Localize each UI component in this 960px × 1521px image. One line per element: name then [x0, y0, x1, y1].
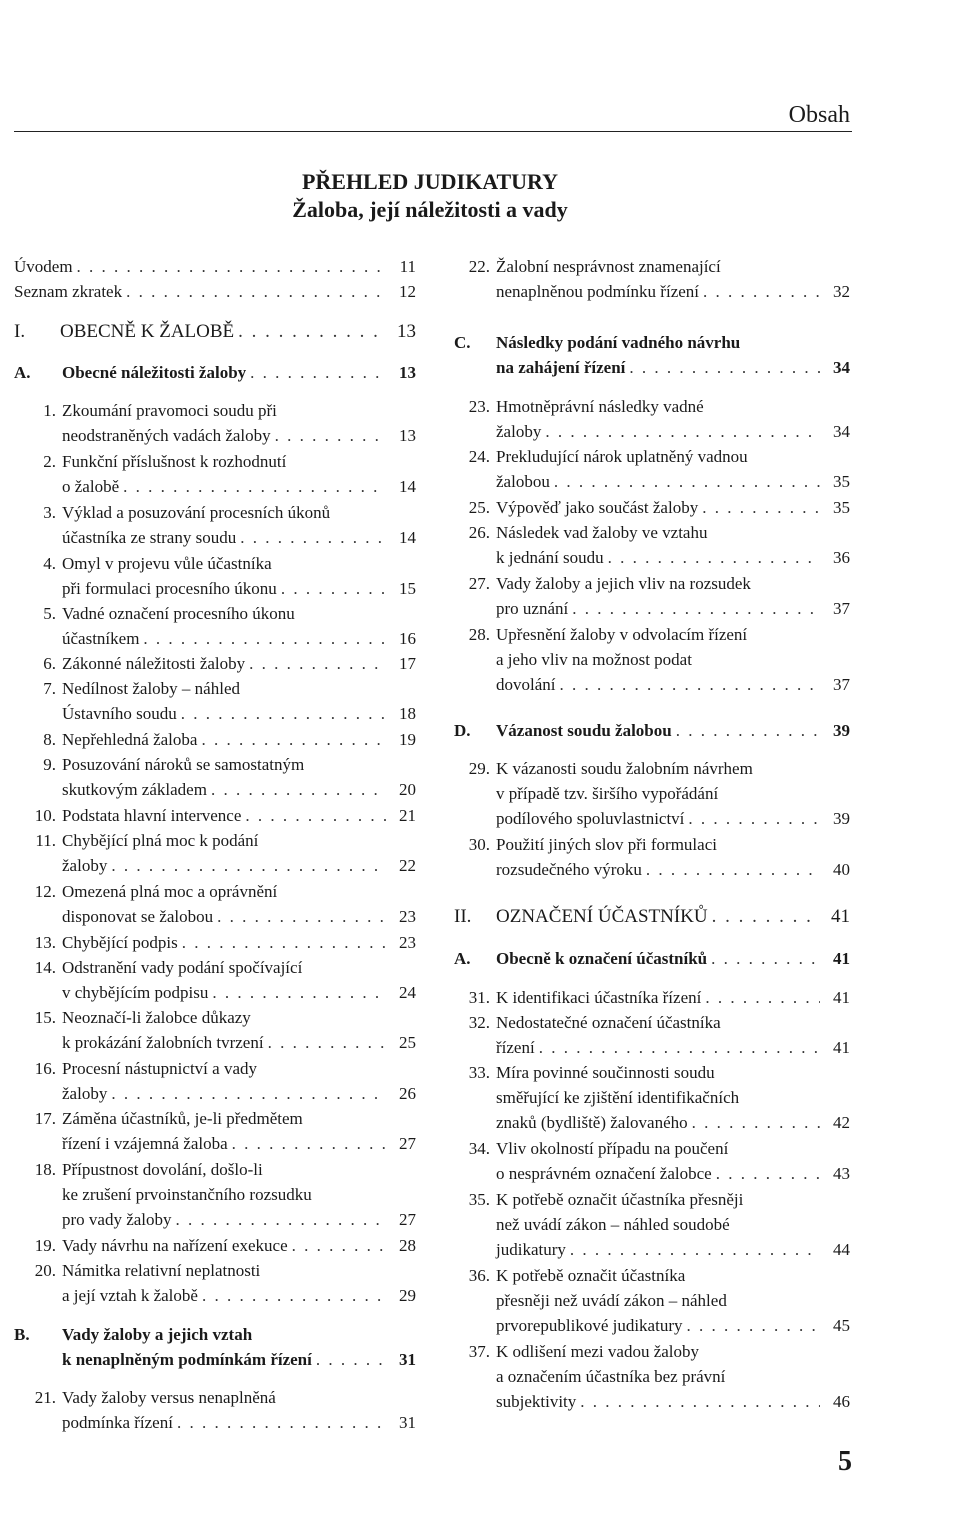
toc-entry-text: Funkční příslušnost k rozhodnutí: [62, 452, 287, 471]
toc-entry-text: žalobou: [496, 472, 550, 491]
toc-page-number: 20: [399, 780, 416, 799]
toc-page-number: 39: [833, 721, 850, 740]
toc-entry-number: 27.: [468, 574, 490, 593]
toc-entry-text: judikatury: [496, 1240, 566, 1259]
toc-entry-number: 11.: [35, 831, 56, 850]
toc-entry-text: než uvádí zákon – náhled soudobé: [496, 1215, 730, 1234]
toc-entry-number: 30.: [468, 835, 490, 854]
toc-page-number: 29: [399, 1286, 416, 1305]
toc-entry-text: pro uznání: [496, 599, 569, 618]
toc-page-number: 41: [831, 906, 850, 927]
dot-leader: [712, 904, 820, 929]
dot-leader: [238, 319, 386, 344]
toc-entry: [454, 571, 850, 621]
toc-entry-text: Chybějící podpis: [62, 933, 178, 952]
toc-entry: [14, 828, 416, 878]
toc-entry: [14, 551, 416, 601]
toc-entry-text: Zkoumání pravomoci soudu při: [62, 401, 277, 420]
toc-entry: [14, 1233, 416, 1258]
toc-entry-text: subjektivity: [496, 1392, 577, 1411]
toc-page-number: 23: [399, 933, 416, 952]
toc-entry-text: řízení i vzájemná žaloba: [62, 1134, 228, 1153]
toc-page-number: 41: [833, 1038, 850, 1057]
toc-page-number: 35: [833, 472, 850, 491]
dot-leader: [201, 727, 386, 752]
toc-page-number: 27: [399, 1134, 416, 1153]
toc-page-number: 23: [399, 907, 416, 926]
dot-leader: [580, 1389, 820, 1414]
toc-entry: [14, 500, 416, 550]
toc-entry-number: 2.: [43, 452, 56, 471]
dot-leader: [232, 1131, 386, 1156]
dot-leader: [570, 1237, 820, 1262]
toc-page-number: 41: [833, 988, 850, 1007]
toc-entry: [454, 832, 850, 882]
toc-page-number: 19: [399, 730, 416, 749]
toc-entry-text: pro vady žaloby: [62, 1210, 172, 1229]
dot-leader: [177, 1410, 386, 1435]
page-number: 5: [838, 1446, 852, 1477]
toc-entry-number: 3.: [43, 503, 56, 522]
toc-entry-text: řízení: [496, 1038, 535, 1057]
toc-entry-text: Omezená plná moc a oprávnění: [62, 882, 278, 901]
dot-leader: [182, 930, 386, 955]
toc-entry-text: Následky podání vadného návrhu: [496, 333, 741, 352]
toc-entry-text: Úvodem: [14, 257, 73, 276]
toc-entry-text: žaloby: [62, 1084, 108, 1103]
toc-page-number: 40: [833, 860, 850, 879]
toc-page-number: 16: [399, 629, 416, 648]
toc-entry-text: Zákonné náležitosti žaloby: [62, 654, 246, 673]
toc-page-number: 32: [833, 282, 850, 301]
toc-entry: [14, 1258, 416, 1308]
running-header: Obsah: [788, 102, 850, 128]
toc-entry-number: 16.: [34, 1059, 56, 1078]
toc-page-number: 34: [833, 358, 850, 377]
toc-entry-text: Následek vad žaloby ve vztahu: [496, 523, 708, 542]
toc-page-number: 27: [399, 1210, 416, 1229]
toc-entry-number: A.: [14, 363, 31, 382]
toc-entry-text: Vady návrhu na nařízení exekuce: [62, 1236, 288, 1255]
dot-leader: [692, 1110, 820, 1135]
toc-entry: [454, 1136, 850, 1186]
toc-entry-number: 14.: [34, 958, 56, 977]
toc-entry-number: 21.: [34, 1388, 56, 1407]
toc-entry: [454, 946, 850, 971]
toc-entry-text: Žalobní nesprávnost znamenající: [496, 257, 721, 276]
dot-leader: [554, 469, 820, 494]
toc-entry-number: 4.: [43, 554, 56, 573]
dot-leader: [123, 474, 386, 499]
toc-entry-text: Nepřehledná žaloba: [62, 730, 198, 749]
dot-leader: [181, 701, 386, 726]
toc-entry-text: Prekludující nárok uplatněný vadnou: [496, 447, 748, 466]
toc-page-number: 13: [399, 363, 416, 382]
toc-entry-text: žaloby: [496, 422, 542, 441]
toc-entry-number: 23.: [468, 397, 490, 416]
toc-entry-text: Odstranění vady podání spočívající: [62, 958, 303, 977]
toc-entry-number: I.: [14, 321, 26, 342]
dot-leader: [646, 857, 820, 882]
toc-entry: [454, 718, 850, 743]
toc-entry-text: Vady žaloby a jejich vztah: [62, 1325, 253, 1344]
toc-entry-text: ke zrušení prvoinstančního rozsudku: [62, 1185, 312, 1204]
toc-entry-text: a jeho vliv na možnost podat: [496, 650, 692, 669]
toc-entry: [14, 601, 416, 651]
toc-entry: [454, 394, 850, 444]
toc-entry-number: 15.: [34, 1008, 56, 1027]
toc-entry-text: Vady žaloby a jejich vliv na rozsudek: [496, 574, 751, 593]
toc-entry-text: OZNAČENÍ ÚČASTNÍKŮ: [496, 906, 708, 927]
toc-entry-number: 5.: [43, 604, 56, 623]
toc-entry: [454, 1187, 850, 1262]
dot-leader: [268, 1030, 386, 1055]
toc-page-number: 37: [833, 599, 850, 618]
dot-leader: [608, 545, 820, 570]
toc-page-number: 22: [399, 856, 416, 875]
toc-entry: [14, 1157, 416, 1232]
toc-entry-text: Vliv okolností případu na poučení: [496, 1139, 729, 1158]
dot-leader: [176, 1207, 386, 1232]
toc-page-number: 37: [833, 675, 850, 694]
toc-entry: [454, 254, 850, 304]
toc-entry-text: rozsudečného výroku: [496, 860, 642, 879]
toc-page-number: 36: [833, 548, 850, 567]
toc-entry-text: směřující ke zjištění identifikačních: [496, 1088, 740, 1107]
toc-entry: [14, 955, 416, 1005]
toc-entry-text: Vázanost soudu žalobou: [496, 721, 672, 740]
dot-leader: [545, 419, 820, 444]
toc-page-number: 28: [399, 1236, 416, 1255]
toc-entry-text: a její vztah k žalobě: [62, 1286, 198, 1305]
toc-entry: [454, 495, 850, 520]
toc-entry-text: Námitka relativní neplatnosti: [62, 1261, 261, 1280]
toc-entry-text: Chybějící plná moc k podání: [62, 831, 259, 850]
toc-entry-number: 10.: [34, 806, 56, 825]
toc-entry-text: Obecné náležitosti žaloby: [62, 363, 247, 382]
toc-entry: [14, 1106, 416, 1156]
page-title: [0, 168, 860, 224]
toc-page-number: 21: [399, 806, 416, 825]
toc-entry: [14, 803, 416, 828]
toc-entry-number: 12.: [34, 882, 56, 901]
toc-entry-text: podílového spoluvlastnictví: [496, 809, 685, 828]
toc-entry-text: Obecně k označení účastníků: [496, 949, 708, 968]
toc-entry-text: K odlišení mezi vadou žaloby: [496, 1342, 700, 1361]
toc-entry-number: 24.: [468, 447, 490, 466]
toc-entry-text: Procesní nástupnictví a vady: [62, 1059, 257, 1078]
toc-entry-number: II.: [454, 906, 472, 927]
toc-entry-text: účastníkem: [62, 629, 140, 648]
toc-entry-number: 9.: [43, 755, 56, 774]
dot-leader: [126, 279, 386, 304]
dot-leader: [716, 1161, 820, 1186]
toc-entry: [14, 398, 416, 448]
toc-entry-number: C.: [454, 333, 471, 352]
toc-entry-text: Výpověď jako součást žaloby: [496, 498, 699, 517]
toc-entry-text: OBECNĚ K ŽALOBĚ: [60, 321, 235, 342]
toc-page-number: 13: [399, 426, 416, 445]
toc-page-number: 18: [399, 704, 416, 723]
toc-entry-text: v chybějícím podpisu: [62, 983, 209, 1002]
toc-entry: [14, 1005, 416, 1055]
header-rule: [14, 131, 852, 132]
dot-leader: [281, 576, 386, 601]
toc-page-number: 12: [399, 282, 416, 301]
toc-entry-number: 20.: [34, 1261, 56, 1280]
dot-leader: [217, 904, 386, 929]
toc-entry-text: účastníka ze strany soudu: [62, 528, 237, 547]
toc-page-number: 42: [833, 1113, 850, 1132]
toc-entry-number: 18.: [34, 1160, 56, 1179]
toc-entry-number: 29.: [468, 759, 490, 778]
toc-entry-text: K identifikaci účastníka řízení: [496, 988, 702, 1007]
toc-page-number: 17: [399, 654, 416, 673]
dot-leader: [572, 596, 820, 621]
dot-leader: [687, 1313, 821, 1338]
toc-entry-text: k jednání soudu: [496, 548, 604, 567]
dot-leader: [240, 525, 386, 550]
dot-leader: [676, 718, 820, 743]
toc-entry-text: Vady žaloby versus nenaplněná: [62, 1388, 276, 1407]
toc-page-number: 34: [833, 422, 850, 441]
dot-leader: [703, 279, 820, 304]
toc-entry-text: k nenaplněným podmínkám řízení: [62, 1350, 312, 1369]
dot-leader: [202, 1283, 386, 1308]
dot-leader: [705, 985, 820, 1010]
toc-page-number: 41: [833, 949, 850, 968]
toc-page-number: 31: [399, 1413, 416, 1432]
toc-entry-text: o nesprávném označení žalobce: [496, 1164, 712, 1183]
toc-entry-number: 32.: [468, 1013, 490, 1032]
dot-leader: [275, 423, 386, 448]
toc-entry: [454, 756, 850, 831]
toc-entry-text: disponovat se žalobou: [62, 907, 214, 926]
toc-entry-text: Míra povinné součinnosti soudu: [496, 1063, 715, 1082]
toc-page-number: 11: [399, 257, 416, 276]
dot-leader: [249, 651, 386, 676]
toc-entry-number: 7.: [43, 679, 56, 698]
toc-entry: [454, 1263, 850, 1338]
toc-entry-text: Nedostatečné označení účastníka: [496, 1013, 721, 1032]
toc-entry-text: Použití jiných slov při formulaci: [496, 835, 717, 854]
toc-entry: [14, 930, 416, 955]
toc-entry-text: K vázanosti soudu žalobním návrhem: [496, 759, 753, 778]
toc-entry: [454, 444, 850, 494]
toc-entry-number: A.: [454, 949, 471, 968]
toc-entry-number: 35.: [468, 1190, 490, 1209]
toc-entry-text: nenaplněnou podmínku řízení: [496, 282, 700, 301]
toc-entry-number: B.: [14, 1325, 30, 1344]
toc-entry-text: Neoznačí-li žalobce důkazy: [62, 1008, 251, 1027]
toc-entry-number: 19.: [34, 1236, 56, 1255]
dot-leader: [250, 360, 386, 385]
toc-entry-number: 8.: [43, 730, 56, 749]
toc-entry-text: Vadné označení procesního úkonu: [62, 604, 295, 623]
toc-entry: [14, 651, 416, 676]
toc-entry-text: přesněji než uvádí zákon – náhled: [496, 1291, 727, 1310]
toc-entry-text: Posuzování nároků se samostatným: [62, 755, 305, 774]
toc-entry: [14, 727, 416, 752]
toc-entry-text: Ústavního soudu: [62, 704, 177, 723]
toc-entry-number: 33.: [468, 1063, 490, 1082]
toc-page-number: 39: [833, 809, 850, 828]
toc-entry: [14, 1322, 416, 1372]
dot-leader: [292, 1233, 386, 1258]
toc-entry: [14, 752, 416, 802]
toc-page-number: 13: [397, 321, 416, 342]
toc-page-number: 14: [399, 477, 416, 496]
toc-entry-number: 17.: [34, 1109, 56, 1128]
toc-page-number: 45: [833, 1316, 850, 1335]
toc-entry: [454, 622, 850, 697]
toc-entry-number: 22.: [468, 257, 490, 276]
toc-entry-text: K potřebě označit účastníka přesněji: [496, 1190, 744, 1209]
toc-entry-text: Omyl v projevu vůle účastníka: [62, 554, 272, 573]
dot-leader: [77, 254, 386, 279]
toc-entry-number: 28.: [468, 625, 490, 644]
toc-entry: [14, 360, 416, 385]
toc-entry-text: skutkovým základem: [62, 780, 207, 799]
toc-entry: [14, 279, 416, 304]
dot-leader: [212, 980, 386, 1005]
toc-page-number: 46: [833, 1392, 850, 1411]
dot-leader: [702, 495, 820, 520]
toc-entry: [454, 330, 850, 380]
toc-page-number: 24: [399, 983, 416, 1002]
dot-leader: [143, 626, 386, 651]
toc-entry: [454, 1010, 850, 1060]
toc-entry-number: 36.: [468, 1266, 490, 1285]
toc-page-number: 14: [399, 528, 416, 547]
toc-entry-text: v případě tzv. širšího vypořádání: [496, 784, 719, 803]
toc-entry-text: Seznam zkratek: [14, 282, 123, 301]
toc-entry-text: Hmotněprávní následky vadné: [496, 397, 704, 416]
toc-entry-number: D.: [454, 721, 471, 740]
dot-leader: [560, 672, 821, 697]
toc-entry-number: 6.: [43, 654, 56, 673]
toc-entry-text: Upřesnění žaloby v odvolacím řízení: [496, 625, 748, 644]
toc-entry-number: 1.: [43, 401, 56, 420]
dot-leader: [539, 1035, 820, 1060]
toc-entry: [454, 985, 850, 1010]
toc-entry-text: prvorepublikové judikatury: [496, 1316, 683, 1335]
toc-entry: [454, 520, 850, 570]
toc-entry-text: Záměna účastníků, je-li předmětem: [62, 1109, 303, 1128]
toc-entry-number: 25.: [468, 498, 490, 517]
dot-leader: [111, 1081, 386, 1106]
toc-page-number: 26: [399, 1084, 416, 1103]
toc-entry-text: Nedílnost žaloby – náhled: [62, 679, 240, 698]
toc-entry: [454, 1060, 850, 1135]
toc-entry-number: 37.: [468, 1342, 490, 1361]
toc-page-number: 31: [399, 1350, 416, 1369]
toc-entry: [14, 1056, 416, 1106]
toc-entry-text: neodstraněných vadách žaloby: [62, 426, 271, 445]
toc-page-number: 15: [399, 579, 416, 598]
dot-leader: [316, 1347, 386, 1372]
dot-leader: [245, 803, 386, 828]
toc-entry-text: K potřebě označit účastníka: [496, 1266, 686, 1285]
toc-entry-number: 31.: [468, 988, 490, 1007]
dot-leader: [111, 853, 386, 878]
toc-page-number: 35: [833, 498, 850, 517]
dot-leader: [211, 777, 386, 802]
toc-entry-text: při formulaci procesního úkonu: [62, 579, 277, 598]
toc-entry-text: dovolání: [496, 675, 556, 694]
toc-entry-text: znaků (bydliště) žalovaného: [496, 1113, 688, 1132]
toc-entry-number: 26.: [468, 523, 490, 542]
toc-entry-text: na zahájení řízení: [496, 358, 626, 377]
dot-leader: [629, 355, 820, 380]
toc-entry: [454, 1339, 850, 1414]
toc-entry-text: Výklad a posuzování procesních úkonů: [62, 503, 331, 522]
dot-leader: [711, 946, 820, 971]
toc-entry-number: 13.: [34, 933, 56, 952]
toc-entry-text: podmínka řízení: [62, 1413, 173, 1432]
title-line-1: PŘEHLED JUDIKATURY: [301, 169, 559, 194]
toc-entry: [14, 319, 416, 344]
toc-entry: [14, 676, 416, 726]
toc-entry: [14, 1385, 416, 1435]
toc-entry-text: žaloby: [62, 856, 108, 875]
toc-entry-number: 34.: [468, 1139, 490, 1158]
toc-page-number: 43: [833, 1164, 850, 1183]
toc-entry-text: k prokázání žalobních tvrzení: [62, 1033, 264, 1052]
toc-entry-text: Přípustnost dovolání, došlo-li: [62, 1160, 263, 1179]
toc-page-number: 25: [399, 1033, 416, 1052]
dot-leader: [688, 806, 820, 831]
toc-page-number: 44: [833, 1240, 850, 1259]
toc-entry: [454, 904, 850, 929]
toc-entry-text: Podstata hlavní intervence: [62, 806, 242, 825]
toc-entry-text: a označením účastníka bez právní: [496, 1367, 726, 1386]
toc-entry: [14, 449, 416, 499]
toc-entry: [14, 879, 416, 929]
toc-entry-text: o žalobě: [62, 477, 120, 496]
title-line-2: Žaloba, její náležitosti a vady: [292, 197, 568, 222]
toc-entry: [14, 254, 416, 279]
